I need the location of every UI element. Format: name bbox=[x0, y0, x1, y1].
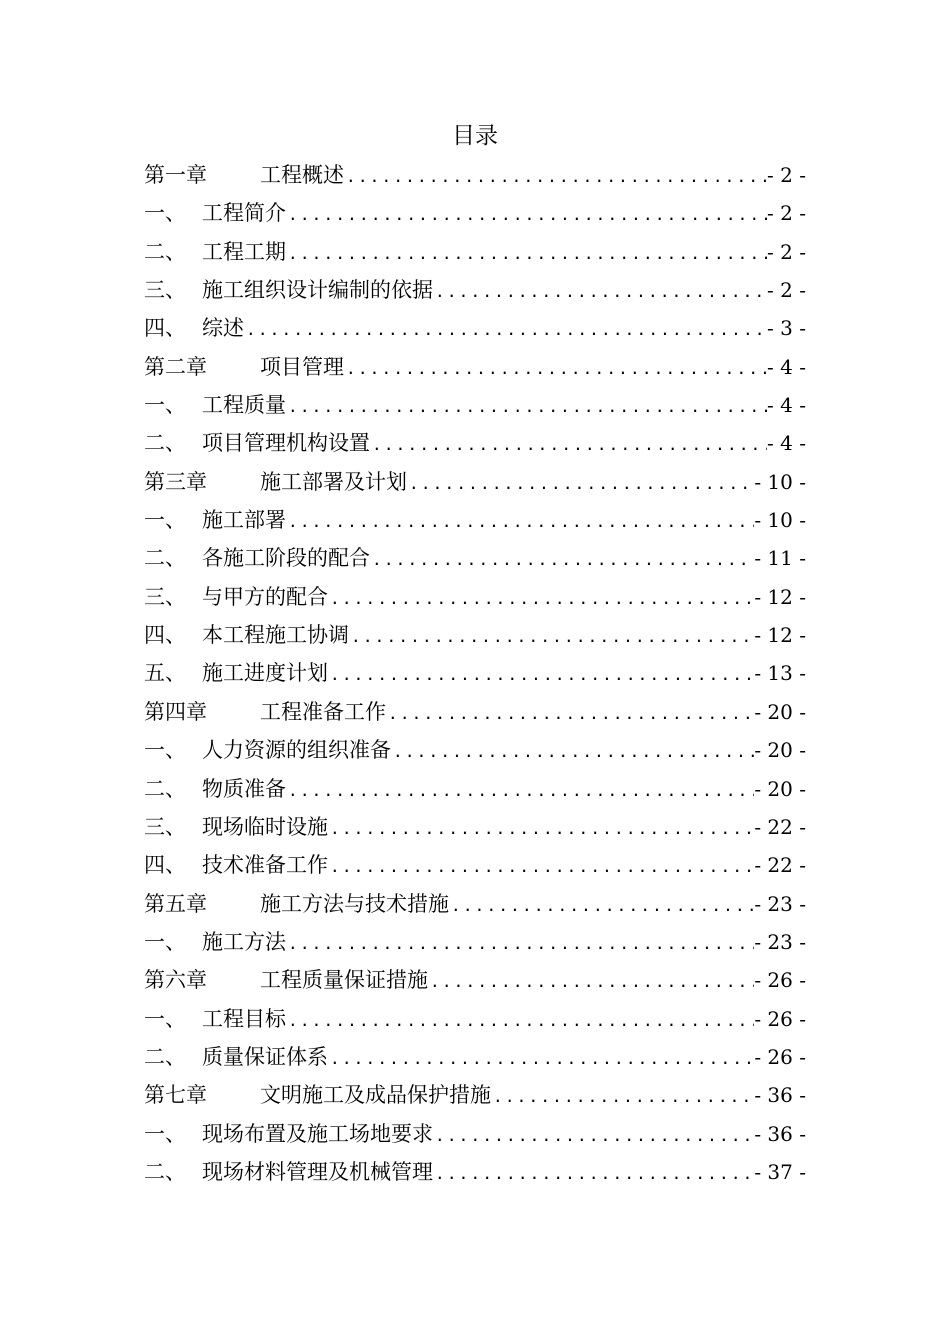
toc-section-entry[interactable] bbox=[144, 424, 806, 462]
toc-dot-leader bbox=[449, 887, 754, 925]
toc-entry-number: 一、 bbox=[144, 201, 186, 226]
toc-dot-leader bbox=[344, 158, 767, 196]
toc-dot-leader bbox=[491, 1078, 754, 1116]
toc-entry-title: 技术准备工作 bbox=[202, 853, 328, 878]
toc-entry-title: 施工方法与技术措施 bbox=[260, 891, 449, 916]
toc-dot-leader bbox=[286, 196, 767, 234]
toc-dot-leader bbox=[286, 503, 754, 541]
toc-page-number: - 2 - bbox=[767, 163, 806, 187]
toc-page-number: - 2 - bbox=[767, 239, 806, 264]
toc-dot-leader bbox=[433, 273, 767, 311]
toc-section-entry[interactable] bbox=[144, 923, 806, 961]
toc-page-number: - 20 - bbox=[754, 776, 806, 801]
toc-entry-number: 一、 bbox=[144, 1121, 186, 1146]
toc-entry-number: 第五章 bbox=[144, 891, 207, 916]
toc-chapter-entry[interactable] bbox=[144, 463, 806, 501]
toc-entry-number: 一、 bbox=[144, 1006, 186, 1031]
toc-section-entry[interactable] bbox=[144, 846, 806, 884]
toc-page-number: - 12 - bbox=[754, 584, 806, 609]
toc-page-number: - 11 - bbox=[754, 546, 806, 571]
toc-dot-leader bbox=[286, 235, 767, 273]
toc-entry-title: 现场布置及施工场地要求 bbox=[202, 1121, 433, 1146]
toc-dot-leader bbox=[244, 311, 767, 349]
toc-entry-title: 施工部署及计划 bbox=[260, 469, 407, 494]
toc-chapter-entry[interactable] bbox=[144, 156, 806, 194]
toc-entry-title: 工程质量 bbox=[202, 393, 286, 418]
toc-page-number: - 2 - bbox=[767, 201, 806, 226]
toc-section-entry[interactable] bbox=[144, 501, 806, 539]
toc-entry-number: 二、 bbox=[144, 431, 186, 456]
toc-dot-leader bbox=[286, 925, 754, 963]
toc-entry-title: 文明施工及成品保护措施 bbox=[260, 1083, 491, 1108]
toc-entry-number: 一、 bbox=[144, 738, 186, 763]
toc-section-entry[interactable] bbox=[144, 1000, 806, 1038]
toc-dot-leader bbox=[370, 541, 754, 579]
toc-entry-number: 第四章 bbox=[144, 699, 207, 724]
toc-section-entry[interactable] bbox=[144, 1115, 806, 1153]
toc-entry-number: 第七章 bbox=[144, 1083, 207, 1108]
toc-page-number: - 26 - bbox=[754, 1006, 806, 1031]
toc-page-number: - 2 - bbox=[767, 278, 806, 303]
toc-dot-leader bbox=[328, 848, 754, 886]
toc-entry-number: 四、 bbox=[144, 853, 186, 878]
toc-entry-title: 施工部署 bbox=[202, 508, 286, 533]
toc-entry-number: 第一章 bbox=[144, 163, 207, 187]
toc-page-number: - 37 - bbox=[754, 1159, 806, 1184]
toc-entry-title: 各施工阶段的配合 bbox=[202, 546, 370, 571]
toc-section-entry[interactable] bbox=[144, 1153, 806, 1191]
toc-page-number: - 10 - bbox=[754, 469, 806, 494]
toc-entry-title: 人力资源的组织准备 bbox=[202, 738, 391, 763]
toc-section-entry[interactable] bbox=[144, 271, 806, 309]
toc-entry-title: 工程准备工作 bbox=[260, 699, 386, 724]
toc-section-entry[interactable] bbox=[144, 616, 806, 654]
toc-entry-title: 工程概述 bbox=[260, 163, 344, 187]
toc-section-entry[interactable] bbox=[144, 578, 806, 616]
toc-entry-title: 项目管理 bbox=[260, 354, 344, 379]
toc-page-number: - 20 - bbox=[754, 738, 806, 763]
toc-chapter-entry[interactable] bbox=[144, 693, 806, 731]
toc-page-number: - 13 - bbox=[754, 661, 806, 686]
toc-dot-leader bbox=[328, 656, 754, 694]
toc-dot-leader bbox=[433, 1155, 754, 1193]
toc-entry-number: 第三章 bbox=[144, 469, 207, 494]
toc-dot-leader bbox=[328, 580, 754, 618]
toc-dot-leader bbox=[391, 733, 754, 771]
toc-page-number: - 4 - bbox=[767, 431, 806, 456]
toc-entry-number: 二、 bbox=[144, 1159, 186, 1184]
toc-dot-leader bbox=[328, 1040, 754, 1078]
toc-page-number: - 22 - bbox=[754, 814, 806, 839]
toc-entry-number: 三、 bbox=[144, 278, 186, 303]
toc-dot-leader bbox=[344, 350, 767, 388]
toc-dot-leader bbox=[349, 618, 754, 656]
table-of-contents bbox=[144, 156, 806, 1191]
toc-page-number: - 26 - bbox=[754, 1044, 806, 1069]
toc-entry-title: 工程简介 bbox=[202, 201, 286, 226]
toc-entry-title: 综述 bbox=[202, 316, 244, 341]
toc-entry-title: 工程工期 bbox=[202, 239, 286, 264]
toc-section-entry[interactable] bbox=[144, 539, 806, 577]
toc-page-number: - 12 - bbox=[754, 623, 806, 648]
toc-entry-title: 施工组织设计编制的依据 bbox=[202, 278, 433, 303]
toc-page-number: - 4 - bbox=[767, 354, 806, 379]
toc-dot-leader bbox=[386, 695, 754, 733]
toc-entry-number: 一、 bbox=[144, 508, 186, 533]
toc-entry-number: 第六章 bbox=[144, 968, 207, 993]
toc-page-number: - 36 - bbox=[754, 1121, 806, 1146]
toc-entry-title: 现场材料管理及机械管理 bbox=[202, 1159, 433, 1184]
toc-section-entry[interactable] bbox=[144, 770, 806, 808]
toc-dot-leader bbox=[433, 1117, 754, 1155]
toc-chapter-entry[interactable] bbox=[144, 348, 806, 386]
toc-page-number: - 3 - bbox=[767, 316, 806, 341]
toc-page-number: - 36 - bbox=[754, 1083, 806, 1108]
toc-dot-leader bbox=[286, 1002, 754, 1040]
toc-entry-title: 施工进度计划 bbox=[202, 661, 328, 686]
toc-chapter-entry[interactable] bbox=[144, 961, 806, 999]
toc-chapter-entry[interactable] bbox=[144, 885, 806, 923]
toc-entry-number: 一、 bbox=[144, 393, 186, 418]
toc-section-entry[interactable] bbox=[144, 233, 806, 271]
toc-entry-number: 第二章 bbox=[144, 354, 207, 379]
toc-entry-title: 现场临时设施 bbox=[202, 814, 328, 839]
toc-page-number: - 20 - bbox=[754, 699, 806, 724]
toc-dot-leader bbox=[370, 426, 767, 464]
toc-entry-title: 与甲方的配合 bbox=[202, 584, 328, 609]
toc-section-entry[interactable] bbox=[144, 194, 806, 232]
toc-dot-leader bbox=[328, 810, 754, 848]
toc-entry-title: 施工方法 bbox=[202, 929, 286, 954]
toc-dot-leader bbox=[407, 465, 754, 503]
toc-entry-title: 本工程施工协调 bbox=[202, 623, 349, 648]
page-title: 目录 bbox=[452, 123, 498, 149]
toc-page-number: - 22 - bbox=[754, 853, 806, 878]
toc-entry-title: 工程质量保证措施 bbox=[260, 968, 428, 993]
toc-chapter-entry[interactable] bbox=[144, 1076, 806, 1114]
toc-entry-title: 项目管理机构设置 bbox=[202, 431, 370, 456]
toc-page-number: - 26 - bbox=[754, 968, 806, 993]
toc-section-entry[interactable] bbox=[144, 386, 806, 424]
toc-entry-number: 四、 bbox=[144, 623, 186, 648]
toc-section-entry[interactable] bbox=[144, 654, 806, 692]
toc-entry-number: 二、 bbox=[144, 776, 186, 801]
toc-entry-number: 三、 bbox=[144, 584, 186, 609]
toc-section-entry[interactable] bbox=[144, 808, 806, 846]
toc-entry-number: 一、 bbox=[144, 929, 186, 954]
toc-entry-title: 物质准备 bbox=[202, 776, 286, 801]
toc-dot-leader bbox=[286, 388, 767, 426]
toc-entry-number: 三、 bbox=[144, 814, 186, 839]
toc-entry-number: 二、 bbox=[144, 1044, 186, 1069]
toc-entry-number: 四、 bbox=[144, 316, 186, 341]
toc-section-entry[interactable] bbox=[144, 309, 806, 347]
toc-entry-number: 二、 bbox=[144, 546, 186, 571]
toc-section-entry[interactable] bbox=[144, 1038, 806, 1076]
toc-section-entry[interactable] bbox=[144, 731, 806, 769]
toc-page-number: - 23 - bbox=[754, 891, 806, 916]
toc-entry-number: 五、 bbox=[144, 661, 186, 686]
toc-entry-number: 二、 bbox=[144, 239, 186, 264]
toc-dot-leader bbox=[428, 963, 754, 1001]
toc-page-number: - 10 - bbox=[754, 508, 806, 533]
toc-page-number: - 23 - bbox=[754, 929, 806, 954]
toc-page-number: - 4 - bbox=[767, 393, 806, 418]
toc-entry-title: 质量保证体系 bbox=[202, 1044, 328, 1069]
toc-entry-title: 工程目标 bbox=[202, 1006, 286, 1031]
toc-dot-leader bbox=[286, 772, 754, 810]
